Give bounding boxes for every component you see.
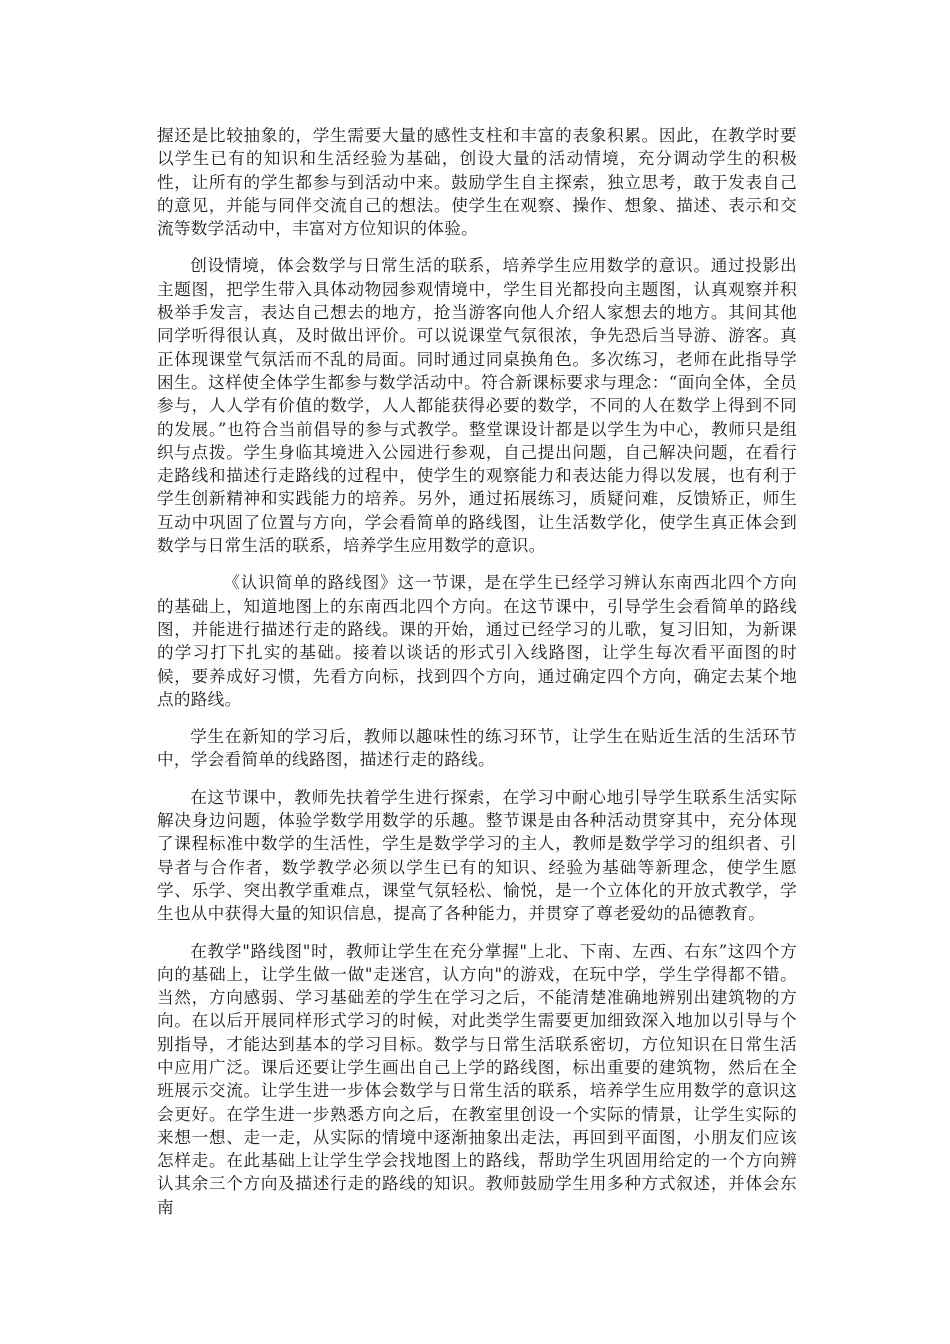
paragraph-1: 握还是比较抽象的，学生需要大量的感性支柱和丰富的表象积累。因此，在教学时要以学生已有的知识和生活经验为基础，创设大量的活动情境，充分调动学生的积极性，让所有的学生都参与到活动中来。鼓励学生自主探索，独立思考，敢于发表自己的意见，并能与同伴交流自己的想法。使学生在观察、操作、想象、描述、表示和交流等数学活动中，丰富对方位知识的体验。: [157, 126, 797, 239]
paragraph-6: 在教学"路线图"时，教师让学生在充分掌握"上北、下南、左西、右东”这四个方向的基础上，让学生做一做"走迷宫，认方向"的游戏，在玩中学，学生学得都不错。当然，方向感弱、学习基础差的学生在学习之后，不能清楚准确地辨别出建筑物的方向。在以后开展同样形式学习的时候，对此类学生需要更加细致深入地加以引导与个别指导，才能达到基本的学习目标。数学与日常生活联系密切，方位知识在日常生活中应用广泛。课后还要让学生画出自己上学的路线图，标出重要的建筑物，然后在全班展示交流。让学生进一步体会数学与日常生活的联系，培养学生应用数学的意识这会更好。在学生进一步熟悉方向之后，在教室里创设一个实际的情景，让学生实际的来想一想、走一走，从实际的情境中逐渐抽象出走法，再回到平面图，小朋友们应该怎样走。在此基础上让学生学会找地图上的路线，帮助学生巩固用给定的一个方向辨认其余三个方向及描述行走的路线的知识。教师鼓励学生用多种方式叙述，并体会东南: [157, 941, 797, 1217]
document-body: [157, 124, 797, 1233]
paragraph-3: 《认识简单的路线图》这一节课，是在学生已经学习辨认东南西北四个方向的基础上，知道地图上的东南西北四个方向。在这节课中，引导学生会看简单的路线图，并能进行描述行走的路线。课的开始，通过已经学习的儿歌，复习旧知，为新课的学习打下扎实的基础。接着以谈话的形式引入线路图，让学生每次看平面图的时候，要养成好习惯，先看方向标，找到四个方向，通过确定四个方向，确定去某个地点的路线。: [157, 573, 797, 709]
paragraph-5: 在这节课中，教师先扶着学生进行探索，在学习中耐心地引导学生联系生活实际解决身边问题，体验学数学用数学的乐趣。整节课是由各种活动贯穿其中，充分体现了课程标准中数学的生活性，学生是数学学习的主人，教师是数学学习的组织者、引导者与合作者，数学教学必须以学生已有的知识、经验为基础等新理念，使学生愿学、乐学、突出教学重难点，课堂气氛轻松、愉悦，是一个立体化的开放式教学，学生也从中获得大量的知识信息，提高了各种能力，并贯穿了尊老爱幼的品德教育。: [157, 787, 797, 924]
paragraph-2: 创设情境，体会数学与日常生活的联系，培养学生应用数学的意识。通过投影出主题图，把学生带入具体动物园参观情境中，学生目光都投向主题图，认真观察并积极举手发言，表达自己想去的地方，抢当游客向他人介绍人家想去的地方。其间其他同学听得很认真，及时做出评价。可以说课堂气氛很浓，争先恐后当导游、游客。真正体现课堂气氛活而不乱的局面。同时通过同桌换角色。多次练习，老师在此指导学困生。这样使全体学生都参与数学活动中。符合新课标要求与理念：“面向全体，全员参与，人人学有价值的数学，人人都能获得必要的数学，不同的人在数学上得到不同的发展。”也符合当前倡导的参与式教学。整堂课设计都是以学生为中心，教师只是组织与点拨。学生身临其境进入公园进行参观，自己提出问题，自己解决问题，在看行走路线和描述行走路线的过程中，使学生的观察能力和表达能力得以发展，也有利于学生创新精神和实践能力的培养。另外，通过拓展练习，质疑问难，反馈矫正，师生互动中巩固了位置与方向，学会看简单的路线图，让生活数学化，使学生真正体会到数学与日常生活的联系，培养学生应用数学的意识。: [157, 256, 797, 556]
paragraph-4: 学生在新知的学习后，教师以趣味性的练习环节，让学生在贴近生活的生活环节中，学会看简单的线路图，描述行走的路线。: [157, 727, 797, 770]
